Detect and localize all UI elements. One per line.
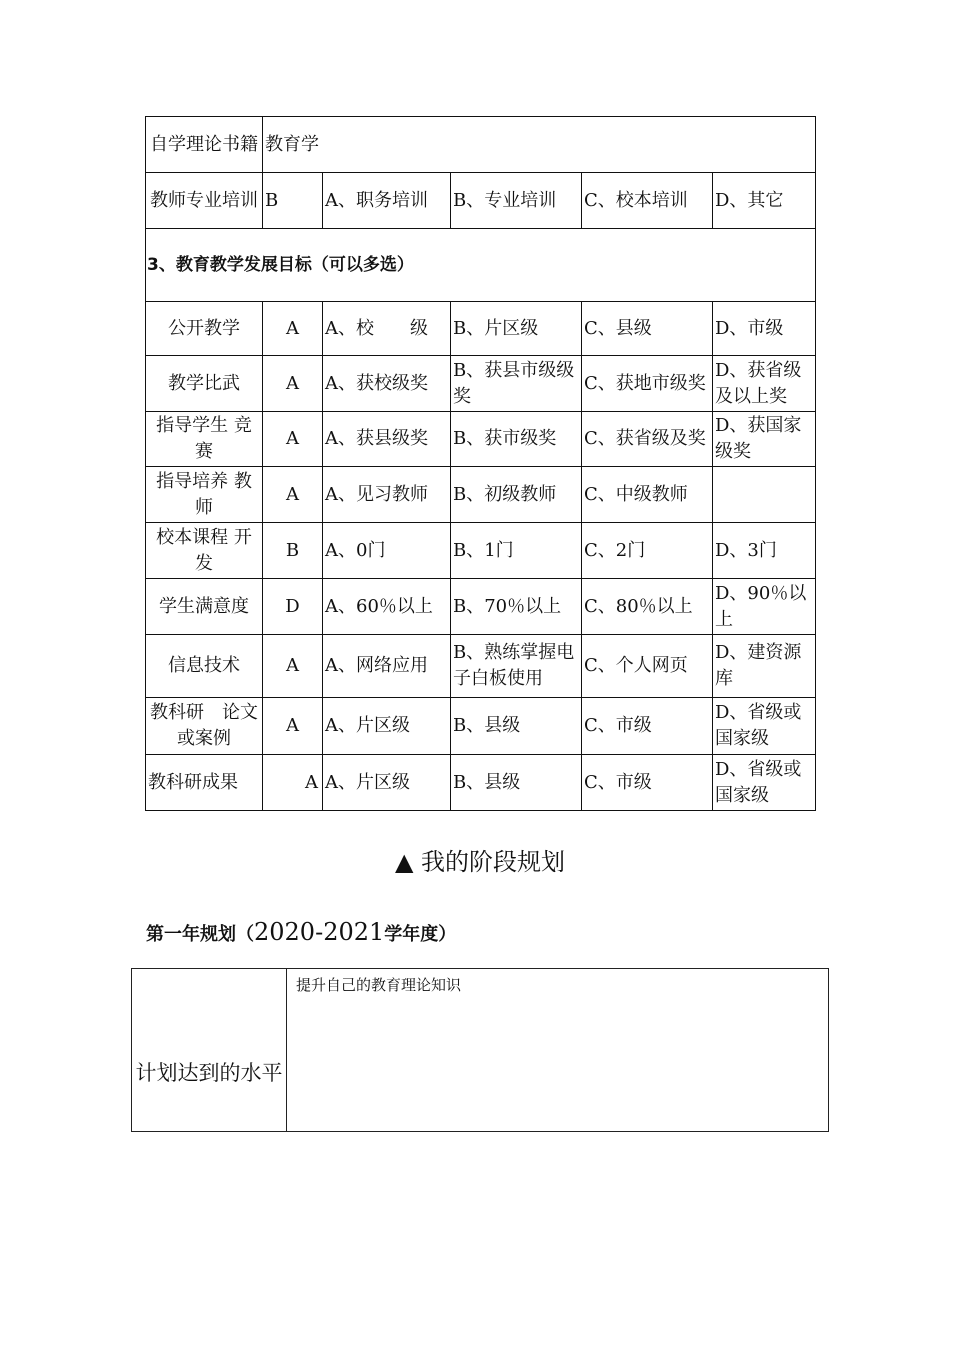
year-plan-title <box>146 918 456 946</box>
choice-cell: A <box>263 467 323 523</box>
option-c: C、2门 <box>582 523 713 579</box>
option-a: A、0门 <box>323 523 451 579</box>
option-a: A、获校级奖 <box>323 356 451 412</box>
row-label: 教学比武 <box>146 356 263 412</box>
table-row <box>146 173 816 229</box>
row-label: 教科研成果 <box>146 755 263 811</box>
table-row <box>146 698 816 755</box>
row-label: 教科研 论文或案例 <box>146 698 263 755</box>
option-b: B、县级 <box>451 755 582 811</box>
table-row <box>146 579 816 635</box>
option-b: B、片区级 <box>451 302 582 356</box>
choice-cell: A <box>263 356 323 412</box>
section-title: 3、教育教学发展目标（可以多选） <box>146 229 816 302</box>
table-row <box>146 412 816 467</box>
row-label: 学生满意度 <box>146 579 263 635</box>
option-a: A、60％以上 <box>323 579 451 635</box>
table-row <box>146 635 816 698</box>
option-b: B、县级 <box>451 698 582 755</box>
table-row <box>146 467 816 523</box>
table-row <box>146 523 816 579</box>
option-d: D、获国家级奖 <box>713 412 816 467</box>
option-d: D、省级或国家级 <box>713 698 816 755</box>
row-label: 指导学生 竞赛 <box>146 412 263 467</box>
option-c: C、获省级及奖 <box>582 412 713 467</box>
option-a: A、职务培训 <box>323 173 451 229</box>
choice-cell: A <box>263 698 323 755</box>
option-d: D、建资源库 <box>713 635 816 698</box>
choice-cell: A <box>263 302 323 356</box>
option-d: D、90％以上 <box>713 579 816 635</box>
option-b: B、熟练掌握电子白板使用 <box>451 635 582 698</box>
choice-cell: B <box>263 523 323 579</box>
section-heading: ▲ 我的阶段规划 <box>394 848 566 876</box>
option-b: B、1门 <box>451 523 582 579</box>
option-b: B、专业培训 <box>451 173 582 229</box>
option-a: A、片区级 <box>323 698 451 755</box>
option-c: C、县级 <box>582 302 713 356</box>
section-row <box>146 229 816 302</box>
row-label: 公开教学 <box>146 302 263 356</box>
title-suffix: 学年度） <box>384 924 457 945</box>
row-label: 自学理论书籍 <box>146 117 263 173</box>
option-d: D、3门 <box>713 523 816 579</box>
option-d: D、市级 <box>713 302 816 356</box>
option-c: C、市级 <box>582 698 713 755</box>
option-c: C、校本培训 <box>582 173 713 229</box>
option-b: B、获县市级级奖 <box>451 356 582 412</box>
option-a: A、获县级奖 <box>323 412 451 467</box>
row-label: 指导培养 教师 <box>146 467 263 523</box>
book-value: 教育学 <box>263 117 816 173</box>
option-d: D、获省级及以上奖 <box>713 356 816 412</box>
option-c: C、80％以上 <box>582 579 713 635</box>
table-row <box>146 356 816 412</box>
option-a: A、片区级 <box>323 755 451 811</box>
choice-cell: A <box>263 635 323 698</box>
title-prefix: 第一年规划（ <box>146 924 254 945</box>
option-b: B、获市级奖 <box>451 412 582 467</box>
choice-cell: A <box>263 412 323 467</box>
choice-cell: D <box>263 579 323 635</box>
plan-table <box>131 968 829 1132</box>
row-label: 校本课程 开发 <box>146 523 263 579</box>
option-a: A、校 级 <box>323 302 451 356</box>
option-b: B、初级教师 <box>451 467 582 523</box>
option-b: B、70％以上 <box>451 579 582 635</box>
goals-table <box>145 116 816 811</box>
option-d <box>713 467 816 523</box>
table-row <box>146 117 816 173</box>
option-c: C、中级教师 <box>582 467 713 523</box>
option-c: C、个人网页 <box>582 635 713 698</box>
row-label: 教师专业培训 <box>146 173 263 229</box>
table-row <box>146 755 816 811</box>
choice-cell: A <box>263 755 323 811</box>
plan-content: 提升自己的教育理论知识 <box>287 969 829 1132</box>
choice-cell: B <box>263 173 323 229</box>
table-row <box>146 302 816 356</box>
option-c: C、获地市级奖 <box>582 356 713 412</box>
option-d: D、其它 <box>713 173 816 229</box>
plan-label: 计划达到的水平 <box>132 969 287 1132</box>
option-d: D、省级或国家级 <box>713 755 816 811</box>
option-c: C、市级 <box>582 755 713 811</box>
option-a: A、见习教师 <box>323 467 451 523</box>
school-year: 2020-2021 <box>254 918 385 946</box>
option-a: A、网络应用 <box>323 635 451 698</box>
row-label: 信息技术 <box>146 635 263 698</box>
